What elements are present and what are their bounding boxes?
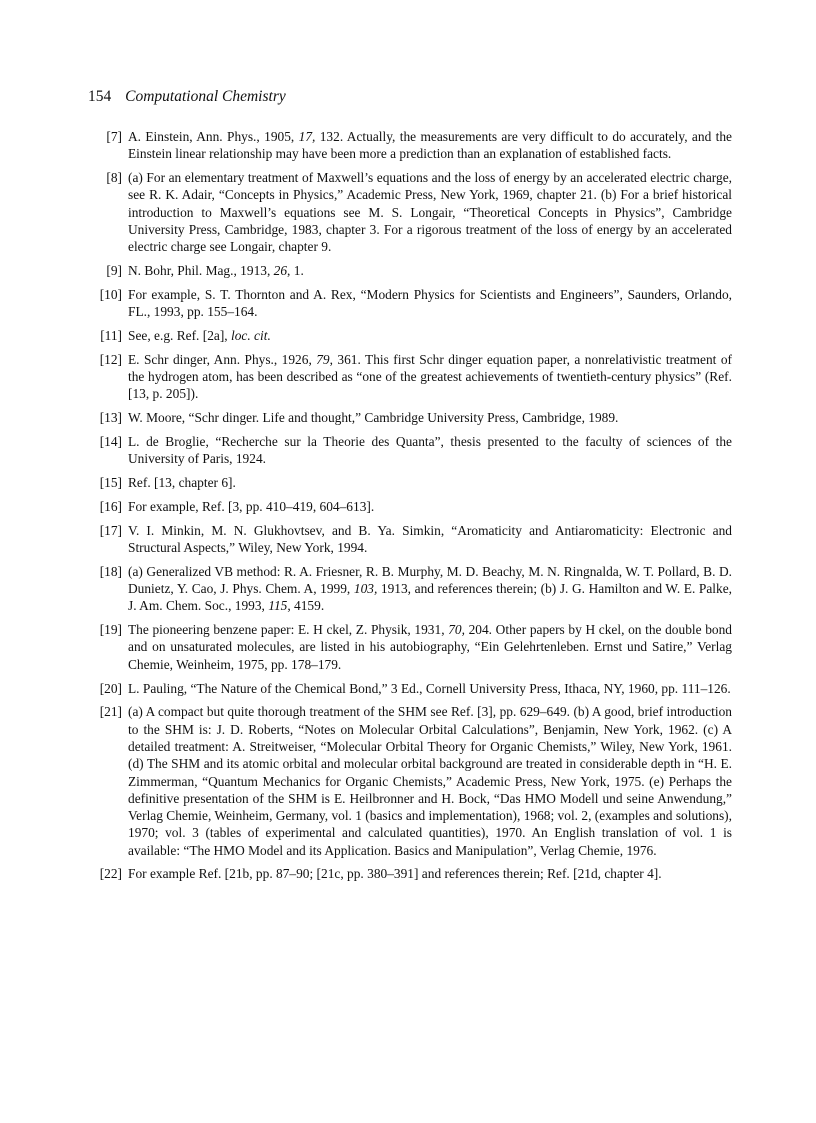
reference-text-segment: , 4159. (287, 598, 325, 614)
reference-item (90, 522, 732, 557)
reference-item (90, 286, 732, 321)
reference-text (128, 351, 732, 403)
reference-item (90, 621, 732, 673)
reference-text-segment: 204. Other papers by H ckel, on the double bond and on unsaturated molecules, are listed in his autobiography, “Ein Gelehrtenleben. Ernst und Satire,” Verlag Chemie, Weinheim, 1975, pp. 178–179. (128, 622, 732, 672)
reference-item (90, 409, 732, 426)
reference-text (128, 522, 732, 557)
reference-number: [20] (99, 680, 122, 696)
reference-number: [17] (99, 522, 122, 538)
reference-item (90, 563, 732, 615)
reference-number: [18] (99, 563, 122, 579)
reference-text-segment: A. Einstein, Ann. Phys., 1905, (128, 129, 299, 144)
reference-item (90, 865, 732, 882)
reference-text (128, 327, 732, 344)
reference-text-segment: For example, Ref. [3, pp. 410–419, 604–613]. (128, 498, 375, 514)
reference-number: [7] (106, 129, 122, 144)
reference-text-segment: V. I. Minkin, M. N. Glukhovtsev, and B. Ya. Simkin, “Aromaticity and Antiaromaticity: Electronic and Structural Aspects,” Wiley, New York, 1994. (128, 522, 732, 555)
reference-text (128, 498, 732, 515)
page-number: 154 (88, 88, 112, 105)
reference-item (90, 498, 732, 515)
reference-text-segment: For example, S. T. Thornton and A. Rex, “Modern Physics for Scientists and Engineers”, Saunders, Orlando, FL., 1993, pp. 155–164. (128, 286, 732, 320)
reference-text (128, 169, 732, 255)
reference-text-segment: The pioneering benzene paper: E. H ckel, Z. Physik, 1931, (128, 622, 449, 638)
reference-item (90, 128, 732, 163)
reference-item (90, 680, 732, 697)
reference-item (90, 262, 732, 279)
reference-text (128, 680, 732, 697)
reference-text (128, 262, 732, 279)
reference-text-segment: , 1. (287, 263, 304, 279)
reference-number: [15] (99, 475, 122, 491)
reference-number: [13] (99, 410, 122, 426)
running-title: Computational Chemistry (125, 88, 286, 105)
running-header (88, 88, 286, 106)
reference-number: [19] (99, 622, 122, 638)
reference-text (128, 128, 732, 163)
reference-item (90, 703, 732, 859)
reference-italic-text: loc. cit. (231, 327, 271, 343)
reference-italic-text: 79 (316, 351, 330, 367)
reference-number: [12] (99, 351, 122, 367)
reference-text-segment: L. de Broglie, “Recherche sur la Theorie des Quanta”, thesis presented to the faculty of sciences of the University of Paris, 1924. (128, 433, 732, 467)
reference-italic-text: 115 (268, 598, 288, 614)
reference-text-segment: , 361. This first Schr dinger equation paper, a nonrelativistic treatment of the hydrogen atom, has been described as “one of the greatest achievements of twentieth-century physics” (Ref. [13, p. 205]). (128, 351, 732, 402)
reference-text-segment: L. Pauling, “The Nature of the Chemical Bond,” 3 Ed., Cornell University Press, Ithaca, NY, 1960, pp. 111–126. (128, 680, 731, 696)
reference-text-segment: N. Bohr, Phil. Mag., 1913, (128, 263, 274, 279)
reference-number: [22] (99, 866, 122, 882)
reference-number: [10] (99, 286, 122, 302)
reference-text-segment: W. Moore, “Schr dinger. Life and thought,” Cambridge University Press, Cambridge, 1989. (128, 410, 619, 426)
reference-text (128, 865, 732, 882)
reference-text (128, 703, 732, 859)
reference-text (128, 621, 732, 673)
reference-text-segment: (a) A compact but quite thorough treatment of the SHM see Ref. [3], pp. 629–649. (b) A good, brief introduction to the SHM is: J. D. Roberts, “Notes on Molecular Orbital Calculations”, Benjamin, New York, 1962. (c) A detailed treatment: A. Streitweiser, “Molecular Orbital Theory for Organic Chemists,” Wiley, New York, 1961. (d) The SHM and its atomic orbital and molecular orbital background are treated in considerable depth in “H. E. Zimmerman, “Quantum Mechanics for Organic Chemists,” Academic Press, New York, 1975. (e) Perhaps the definitive presentation of the SHM is E. Heilbronner and H. Bock, “Das HMO Modell und seine Anwendung,” Verlag Chemie, Weinheim, Germany, vol. 1 (basics and implementation), 1968; vol. 2, (examples and solutions), 1970; vol. 3 (tables of experimental and calculated quantities), 1970. An English translation of vol. 1 is available: “The HMO Model and its Application. Basics and Manipulation”, Verlag Chemie, 1976. (128, 704, 732, 858)
reference-text-segment: 1913, and references therein; (b) J. G. Hamilton and W. E. Palke, J. Am. Chem. Soc., 1993, (128, 581, 732, 614)
reference-item (90, 433, 732, 468)
reference-item (90, 351, 732, 403)
reference-item (90, 327, 732, 344)
reference-text-segment: E. Schr dinger, Ann. Phys., 1926, (128, 351, 317, 367)
reference-item (90, 169, 732, 255)
reference-text-segment: For example Ref. [21b, pp. 87–90; [21c, pp. 380–391] and references therein; Ref. [21d, chapter 4]. (128, 866, 662, 882)
reference-text-segment: 132. Actually, the measurements are very difficult to do accurately, and the Einstein linear relationship may have been more a prediction than an explanation of established facts. (128, 129, 732, 162)
reference-text-segment: (a) Generalized VB method: R. A. Friesner, R. B. Murphy, M. D. Beachy, M. N. Ringnalda, W. T. Pollard, B. D. Dunietz, Y. Cao, J. Phys. Chem. A, 1999, (128, 563, 732, 597)
reference-text (128, 409, 732, 426)
reference-number: [21] (99, 704, 122, 720)
reference-item (90, 474, 732, 491)
reference-text-segment: (a) For an elementary treatment of Maxwell’s equations and the loss of energy by an accelerated electric charge, see R. K. Adair, “Concepts in Physics,” Academic Press, New York, 1969, chapter 21. (b) For a brief historical introduction to Maxwell’s equations see M. S. Longair, “Theoretical Concepts in Physics”, Cambridge University Press, Cambridge, 1983, chapter 3. For a rigorous treatment of the loss of energy by an accelerated electric charge see Longair, chapter 9. (128, 170, 732, 255)
reference-list (90, 128, 732, 889)
reference-number: [14] (99, 433, 122, 449)
reference-text-segment: See, e.g. Ref. [2a], (128, 327, 231, 343)
reference-number: [16] (99, 498, 122, 514)
reference-italic-text: 70, (448, 622, 465, 638)
reference-italic-text: 103, (353, 581, 378, 597)
reference-text (128, 474, 732, 491)
reference-italic-text: 26 (273, 263, 288, 279)
reference-text (128, 286, 732, 321)
reference-italic-text: 17, (298, 129, 316, 144)
reference-number: [9] (106, 263, 122, 279)
reference-number: [8] (106, 170, 122, 186)
reference-text (128, 433, 732, 468)
reference-number: [11] (100, 327, 122, 343)
reference-text (128, 563, 732, 615)
reference-text-segment: Ref. [13, chapter 6]. (128, 475, 236, 491)
